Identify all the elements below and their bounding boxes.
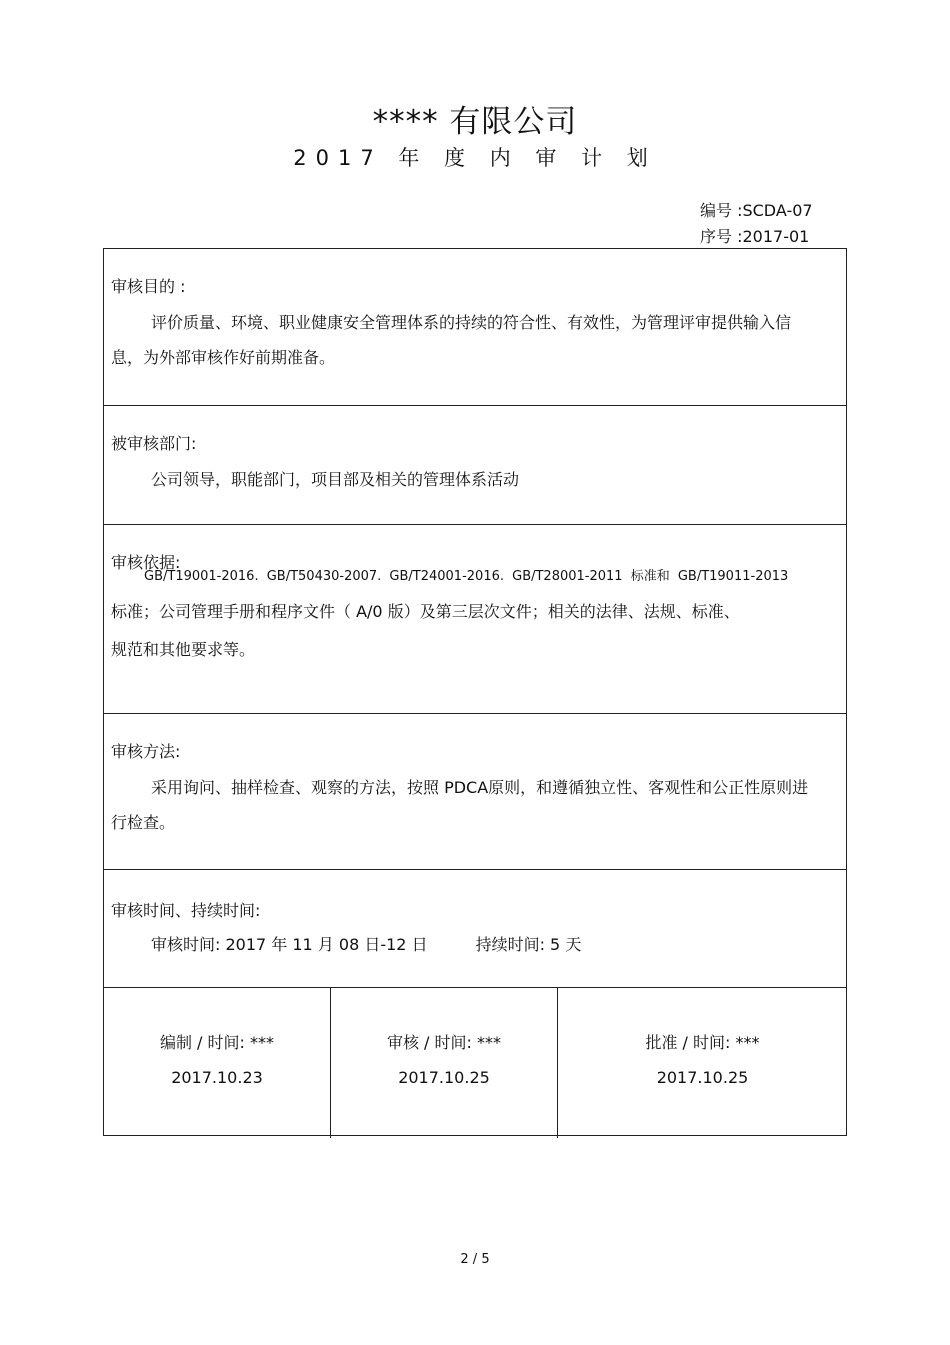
signature-role: 编制 / 时间: ***: [159, 1033, 275, 1052]
audit-plan-table: [103, 248, 847, 1136]
signature-cell-reviewed: [330, 988, 557, 1138]
signature-date: 2017.10.25: [656, 1068, 749, 1087]
signature-row: [104, 987, 846, 1137]
page-number: 2 / 5: [460, 1252, 490, 1267]
time-label: 审核时间、持续时间:: [111, 901, 261, 920]
purpose-label: 审核目的 :: [111, 277, 186, 296]
departments-text: 公司领导，职能部门，项目部及相关的管理体系活动: [151, 470, 520, 489]
departments-label: 被审核部门:: [111, 434, 197, 453]
time-values: [151, 932, 581, 955]
signature-role: 批准 / 时间: ***: [645, 1033, 760, 1052]
basis-text: [111, 593, 740, 669]
section-departments: [104, 405, 846, 524]
section-purpose: [104, 249, 846, 405]
plan-title: 2017 年 度 内 审 计 划: [293, 146, 657, 170]
basis-standards-line: GB/T19001-2016. GB/T50430-2007. GB/T24001-2016. GB/T28001-2011 标准和 GB/T19011-2013: [144, 569, 789, 584]
basis-line-3: 规范和其他要求等。: [111, 640, 256, 659]
duration: 持续时间: 5 天: [475, 935, 582, 954]
basis-label: 审核依据:: [111, 553, 181, 572]
signature-date: 2017.10.25: [398, 1068, 490, 1087]
basis-line-2: 标准；公司管理手册和程序文件（ A/0 版）及第三层次文件；相关的法律、法规、标准、: [111, 602, 740, 621]
serial-number: 序号 :2017-01: [700, 227, 810, 246]
section-time: [104, 869, 846, 987]
method-text: 采用询问、抽样检查、观察的方法，按照 PDCA原则，和遵循独立性、客观性和公正性原则进行检查。: [111, 778, 809, 832]
method-label: 审核方法:: [111, 742, 181, 761]
purpose-text: 评价质量、环境、职业健康安全管理体系的持续的符合性、有效性，为管理评审提供输入信息，为外部审核作好前期准备。: [111, 313, 792, 367]
company-name: **** 有限公司: [372, 104, 578, 140]
signature-role: 审核 / 时间: ***: [386, 1033, 502, 1052]
audit-time: 审核时间: 2017 年 11 月 08 日-12 日: [151, 935, 428, 954]
signature-date: 2017.10.23: [171, 1068, 263, 1087]
signature-cell-prepared: [104, 988, 330, 1138]
section-basis: [104, 524, 846, 713]
doc-number: 编号 :SCDA-07: [700, 201, 813, 220]
section-method: [104, 713, 846, 869]
signature-cell-approved: [557, 988, 847, 1138]
